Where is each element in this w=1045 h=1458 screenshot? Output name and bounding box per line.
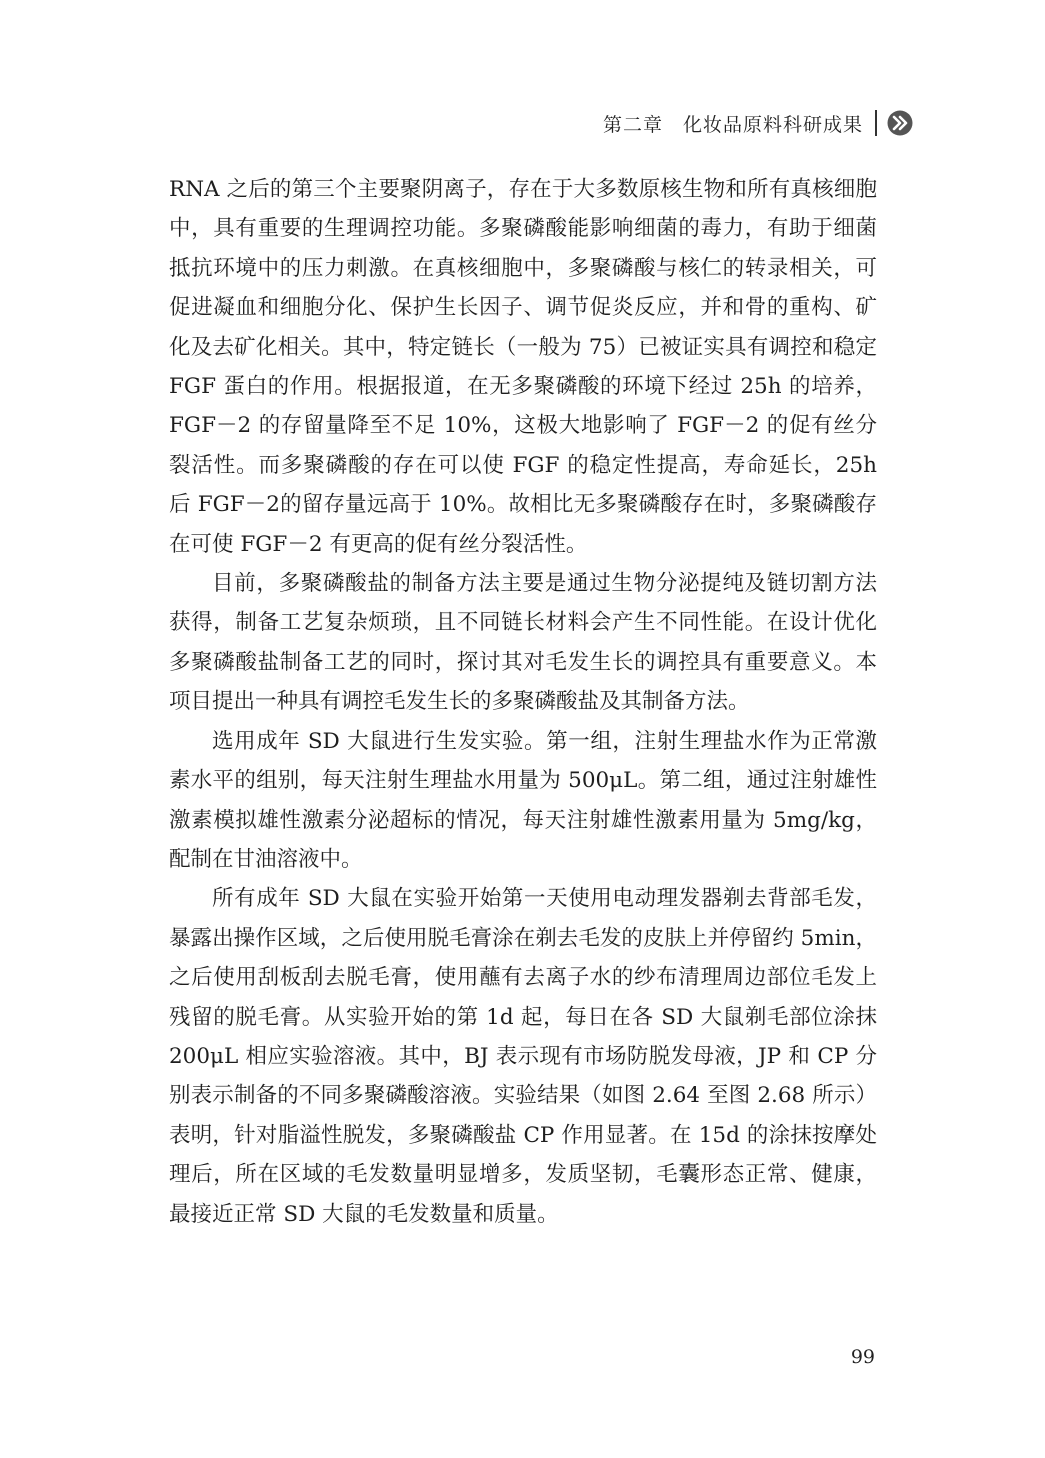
page-number: 99 (850, 1346, 875, 1368)
paragraph-1: RNA 之后的第三个主要聚阴离子，存在于大多数原核生物和所有真核细胞中，具有重要的生理调控功能。多聚磷酸能影响细菌的毒力，有助于细菌抵抗环境中的压力刺激。在真核细胞中，多聚磷酸与核仁的转录相关，可促进凝血和细胞分化、保护生长因子、调节促炎反应，并和骨的重构、矿化及去矿化相关。其中，特定链长（一般为 75）已被证实具有调控和稳定 FGF 蛋白的作用。根据报道，在无多聚磷酸的环境下经过 25h 的培养，FGF－2 的存留量降至不足 10%，这极大地影响了 FGF－2 的促有丝分裂活性。而多聚磷酸的存在可以使 FGF 的稳定性提高，寿命延长，25h 后 FGF－2的留存量远高于 10%。故相比无多聚磷酸存在时，多聚磷酸存在可使 FGF－2 有更高的促有丝分裂活性。 (169, 177, 877, 557)
running-header (603, 106, 913, 140)
paragraph-3: 选用成年 SD 大鼠进行生发实验。第一组，注射生理盐水作为正常激素水平的组别，每天注射生理盐水用量为 500μL。第二组，通过注射雄性激素模拟雄性激素分泌超标的情况，每天注射雄性激素用量为 5mg/kg，配制在甘油溶液中。 (169, 728, 877, 872)
double-chevron-right-icon (887, 110, 913, 136)
paragraph-2: 目前，多聚磷酸盐的制备方法主要是通过生物分泌提纯及链切割方法获得，制备工艺复杂烦琐，且不同链长材料会产生不同性能。在设计优化多聚磷酸盐制备工艺的同时，探讨其对毛发生长的调控具有重要意义。本项目提出一种具有调控毛发生长的多聚磷酸盐及其制备方法。 (169, 571, 877, 715)
body-text (169, 170, 877, 1234)
chapter-title: 第二章 化妆品原料科研成果 (602, 113, 863, 136)
header-divider (875, 110, 877, 136)
paragraph-4: 所有成年 SD 大鼠在实验开始第一天使用电动理发器剃去背部毛发，暴露出操作区域，之后使用脱毛膏涂在剃去毛发的皮肤上并停留约 5min，之后使用刮板刮去脱毛膏，使用蘸有去离子水的纱布清理周边部位毛发上残留的脱毛膏。从实验开始的第 1d 起，每日在各 SD 大鼠剃毛部位涂抹 200μL 相应实验溶液。其中，BJ 表示现有市场防脱发母液，JP 和 CP 分别表示制备的不同多聚磷酸溶液。实验结果（如图 2.64 至图 2.68 所示）表明，针对脂溢性脱发，多聚磷酸盐 CP 作用显著。在 15d 的涂抹按摩处理后，所在区域的毛发数量明显增多，发质坚韧，毛囊形态正常、健康，最接近正常 SD 大鼠的毛发数量和质量。 (169, 886, 877, 1227)
